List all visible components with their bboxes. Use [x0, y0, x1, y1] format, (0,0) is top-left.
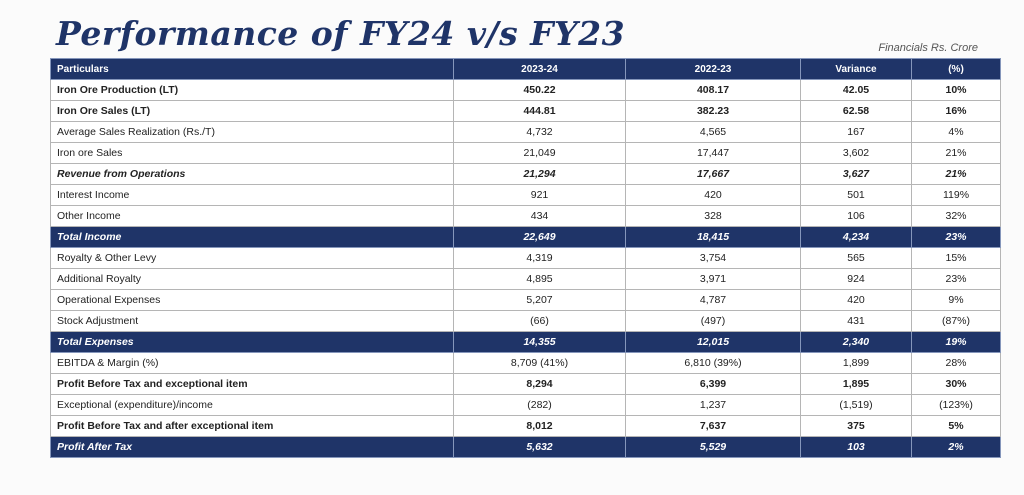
particulars-cell: Profit Before Tax and exceptional item: [51, 374, 454, 395]
variance-cell: 106: [801, 206, 912, 227]
fy23-cell: 17,667: [626, 164, 801, 185]
percent-cell: 23%: [912, 227, 1001, 248]
table-row: [51, 185, 1001, 206]
fy24-cell: 21,049: [454, 143, 626, 164]
fy23-cell: 328: [626, 206, 801, 227]
fy24-cell: 21,294: [454, 164, 626, 185]
fy23-cell: 3,971: [626, 269, 801, 290]
table-header-row: [51, 59, 1001, 80]
percent-cell: 4%: [912, 122, 1001, 143]
table-row: [51, 122, 1001, 143]
table-row: [51, 206, 1001, 227]
percent-cell: 2%: [912, 437, 1001, 458]
table-row: [51, 290, 1001, 311]
fy23-cell: 12,015: [626, 332, 801, 353]
fy23-cell: 6,810 (39%): [626, 353, 801, 374]
fy23-cell: 382.23: [626, 101, 801, 122]
variance-cell: 3,627: [801, 164, 912, 185]
variance-cell: 3,602: [801, 143, 912, 164]
particulars-cell: Revenue from Operations: [51, 164, 454, 185]
variance-cell: 375: [801, 416, 912, 437]
column-header-fy23: 2022-23: [626, 59, 801, 80]
fy24-cell: 8,294: [454, 374, 626, 395]
fy24-cell: 4,895: [454, 269, 626, 290]
fy24-cell: 22,649: [454, 227, 626, 248]
fy24-cell: 14,355: [454, 332, 626, 353]
particulars-cell: Profit After Tax: [51, 437, 454, 458]
fy24-cell: 450.22: [454, 80, 626, 101]
column-header-percent: (%): [912, 59, 1001, 80]
variance-cell: 431: [801, 311, 912, 332]
fy24-cell: 4,732: [454, 122, 626, 143]
percent-cell: 28%: [912, 353, 1001, 374]
table-row: [51, 269, 1001, 290]
fy23-cell: 4,787: [626, 290, 801, 311]
variance-cell: 4,234: [801, 227, 912, 248]
variance-cell: 420: [801, 290, 912, 311]
fy24-cell: 5,632: [454, 437, 626, 458]
percent-cell: 5%: [912, 416, 1001, 437]
table-row: [51, 395, 1001, 416]
fy24-cell: (282): [454, 395, 626, 416]
particulars-cell: Additional Royalty: [51, 269, 454, 290]
variance-cell: 501: [801, 185, 912, 206]
fy23-cell: 4,565: [626, 122, 801, 143]
percent-cell: (123%): [912, 395, 1001, 416]
particulars-cell: Operational Expenses: [51, 290, 454, 311]
fy23-cell: 408.17: [626, 80, 801, 101]
fy23-cell: 5,529: [626, 437, 801, 458]
fy23-cell: 7,637: [626, 416, 801, 437]
percent-cell: 21%: [912, 164, 1001, 185]
fy23-cell: (497): [626, 311, 801, 332]
fy23-cell: 3,754: [626, 248, 801, 269]
particulars-cell: Stock Adjustment: [51, 311, 454, 332]
table-row: [51, 353, 1001, 374]
currency-note: Financials Rs. Crore: [878, 42, 978, 54]
table-row: [51, 416, 1001, 437]
column-header-particulars: Particulars: [51, 59, 454, 80]
fy23-cell: 17,447: [626, 143, 801, 164]
particulars-cell: Iron Ore Production (LT): [51, 80, 454, 101]
table-row: [51, 227, 1001, 248]
fy23-cell: 6,399: [626, 374, 801, 395]
fy24-cell: (66): [454, 311, 626, 332]
particulars-cell: Total Expenses: [51, 332, 454, 353]
variance-cell: (1,519): [801, 395, 912, 416]
particulars-cell: Interest Income: [51, 185, 454, 206]
variance-cell: 103: [801, 437, 912, 458]
table-row: [51, 311, 1001, 332]
particulars-cell: Other Income: [51, 206, 454, 227]
particulars-cell: Royalty & Other Levy: [51, 248, 454, 269]
fy23-cell: 1,237: [626, 395, 801, 416]
fy24-cell: 434: [454, 206, 626, 227]
fy24-cell: 444.81: [454, 101, 626, 122]
particulars-cell: Total Income: [51, 227, 454, 248]
table-row: [51, 164, 1001, 185]
variance-cell: 1,895: [801, 374, 912, 395]
particulars-cell: EBITDA & Margin (%): [51, 353, 454, 374]
percent-cell: 10%: [912, 80, 1001, 101]
fy23-cell: 420: [626, 185, 801, 206]
performance-table: [50, 58, 1001, 458]
table-row: [51, 80, 1001, 101]
fy24-cell: 8,709 (41%): [454, 353, 626, 374]
variance-cell: 924: [801, 269, 912, 290]
table-row: [51, 248, 1001, 269]
table-row: [51, 437, 1001, 458]
percent-cell: 23%: [912, 269, 1001, 290]
particulars-cell: Iron ore Sales: [51, 143, 454, 164]
percent-cell: 119%: [912, 185, 1001, 206]
variance-cell: 62.58: [801, 101, 912, 122]
variance-cell: 42.05: [801, 80, 912, 101]
fy23-cell: 18,415: [626, 227, 801, 248]
percent-cell: 21%: [912, 143, 1001, 164]
fy24-cell: 4,319: [454, 248, 626, 269]
particulars-cell: Exceptional (expenditure)/income: [51, 395, 454, 416]
variance-cell: 565: [801, 248, 912, 269]
particulars-cell: Profit Before Tax and after exceptional item: [51, 416, 454, 437]
table-row: [51, 374, 1001, 395]
percent-cell: 15%: [912, 248, 1001, 269]
percent-cell: (87%): [912, 311, 1001, 332]
table-row: [51, 332, 1001, 353]
percent-cell: 16%: [912, 101, 1001, 122]
percent-cell: 9%: [912, 290, 1001, 311]
particulars-cell: Iron Ore Sales (LT): [51, 101, 454, 122]
percent-cell: 30%: [912, 374, 1001, 395]
variance-cell: 167: [801, 122, 912, 143]
particulars-cell: Average Sales Realization (Rs./T): [51, 122, 454, 143]
table-row: [51, 143, 1001, 164]
variance-cell: 1,899: [801, 353, 912, 374]
fy24-cell: 5,207: [454, 290, 626, 311]
fy24-cell: 8,012: [454, 416, 626, 437]
table-row: [51, 101, 1001, 122]
percent-cell: 19%: [912, 332, 1001, 353]
column-header-variance: Variance: [801, 59, 912, 80]
column-header-fy24: 2023-24: [454, 59, 626, 80]
percent-cell: 32%: [912, 206, 1001, 227]
fy24-cell: 921: [454, 185, 626, 206]
variance-cell: 2,340: [801, 332, 912, 353]
page-title: Performance of FY24 v/s FY23: [56, 14, 626, 53]
